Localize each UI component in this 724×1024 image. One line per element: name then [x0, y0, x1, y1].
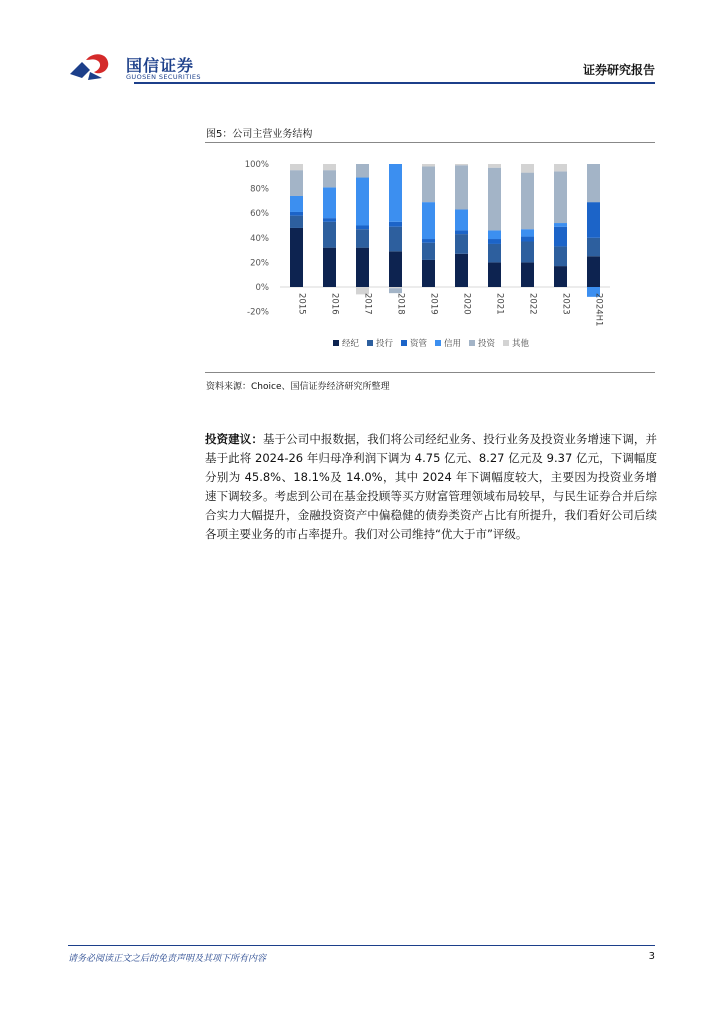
- legend-label-资管: 资管: [410, 339, 428, 349]
- bar-segment-经纪: [422, 260, 435, 287]
- y-tick-label: 60%: [250, 209, 269, 220]
- bar-segment-资管: [488, 239, 501, 244]
- bar-segment-信用: [356, 178, 369, 226]
- bar-segment-投行: [521, 241, 534, 262]
- footer-disclaimer: 请务必阅读正文之后的免责声明及其项下所有内容: [68, 954, 267, 964]
- x-tick-label: 2024H1: [593, 293, 604, 327]
- bar-segment-其他: [554, 164, 567, 171]
- x-tick-label: 2017: [362, 293, 373, 315]
- bar-segment-信用: [521, 229, 534, 236]
- page-header: [68, 50, 655, 84]
- header-divider: [134, 82, 655, 84]
- bar-segment-信用: [323, 187, 336, 218]
- chart-svg: [205, 146, 655, 368]
- bar-segment-投行: [488, 244, 501, 262]
- bar-segment-经纪: [521, 262, 534, 287]
- y-tick-label: 100%: [244, 160, 269, 170]
- y-tick-label: -20%: [247, 307, 269, 318]
- logo-text: 国信证券: [126, 56, 195, 75]
- bar-segment-投行: [587, 238, 600, 256]
- y-tick-label: 80%: [250, 184, 269, 195]
- bar-segment-投行: [554, 246, 567, 266]
- bar-segment-投行: [389, 227, 402, 252]
- investment-advice-text: 基于公司中报数据，我们将公司经纪业务、投行业务及投资业务增速下调，并基于此将 2024-26 年归母净利润下调为 4.75 亿元、8.27 亿元及 9.37 亿元，下调幅度分别为 45.8%、18.1%及 14.0%，其中 2024 年下调幅度较大，主要因为投资业务增速下调较多。考虑到公司在基金投顾等买方财富管理领域布局较早，与民生证券合并后综合实力大幅提升，金融投资资产中偏稳健的债券类资产占比有所提升，我们看好公司后续各项主要业务的市占率提升。我们对公司维持“优大于市”评级。: [205, 432, 658, 541]
- legend-label-其他: 其他: [512, 339, 530, 349]
- bar-segment-经纪: [323, 248, 336, 287]
- business-structure-chart: [205, 146, 655, 368]
- figure-source: 资料来源：Choice、国信证券经济研究所整理: [206, 382, 390, 392]
- bar-segment-经纪: [587, 256, 600, 287]
- bar-segment-投资: [587, 164, 600, 202]
- bar-segment-经纪: [389, 251, 402, 287]
- bar-segment-投资: [356, 164, 369, 178]
- legend-swatch-经纪: [333, 340, 339, 346]
- bar-segment-经纪: [455, 254, 468, 287]
- bar-segment-投资: [422, 166, 435, 202]
- legend-swatch-其他: [503, 340, 509, 346]
- bar-segment-投行: [356, 229, 369, 247]
- bar-segment-信用: [455, 210, 468, 231]
- x-tick-label: 2018: [395, 293, 406, 315]
- report-type-label: 证券研究报告: [582, 63, 655, 77]
- legend-label-投行: 投行: [376, 339, 394, 349]
- bar-segment-投行: [323, 222, 336, 248]
- bar-segment-资管: [521, 237, 534, 242]
- figure-bottom-rule: [205, 372, 655, 373]
- bar-segment-其他: [422, 164, 435, 166]
- bar-segment-经纪: [554, 266, 567, 287]
- x-tick-label: 2022: [527, 293, 538, 315]
- x-tick-label: 2020: [461, 293, 472, 315]
- bar-segment-其他: [323, 164, 336, 170]
- bar-negative-segment-其他: [389, 287, 402, 288]
- legend-swatch-投行: [367, 340, 373, 346]
- y-tick-label: 0%: [255, 283, 269, 293]
- bar-segment-信用: [389, 164, 402, 222]
- bar-segment-资管: [290, 212, 303, 216]
- bar-segment-投资: [290, 170, 303, 196]
- bar-segment-经纪: [356, 248, 369, 287]
- x-tick-label: 2015: [296, 293, 307, 315]
- bar-segment-资管: [422, 239, 435, 243]
- y-tick-label: 40%: [250, 233, 269, 244]
- legend-swatch-信用: [435, 340, 441, 346]
- bar-segment-资管: [587, 202, 600, 238]
- bar-segment-投资: [488, 168, 501, 231]
- page-number: 3: [648, 951, 655, 962]
- bar-segment-资管: [356, 226, 369, 230]
- bar-segment-其他: [455, 164, 468, 165]
- bar-segment-经纪: [488, 262, 501, 287]
- bar-segment-其他: [521, 164, 534, 173]
- bar-segment-资管: [455, 230, 468, 234]
- bar-segment-投资: [323, 170, 336, 187]
- bar-segment-经纪: [290, 228, 303, 287]
- bar-segment-投资: [455, 165, 468, 209]
- bar-segment-资管: [323, 218, 336, 222]
- legend-label-信用: 信用: [444, 339, 462, 349]
- bar-segment-资管: [389, 222, 402, 227]
- bar-segment-投行: [290, 216, 303, 228]
- bar-segment-投行: [455, 234, 468, 254]
- bar-segment-信用: [422, 202, 435, 239]
- bar-segment-信用: [290, 196, 303, 212]
- legend-label-经纪: 经纪: [342, 339, 360, 349]
- x-tick-label: 2021: [494, 293, 505, 315]
- legend-swatch-资管: [401, 340, 407, 346]
- figure-title: 图5：公司主营业务结构: [206, 129, 313, 140]
- footer-divider: [68, 945, 655, 946]
- legend-swatch-投资: [469, 340, 475, 346]
- investment-advice-paragraph: [205, 430, 657, 544]
- bar-segment-资管: [554, 227, 567, 247]
- bar-segment-其他: [488, 164, 501, 168]
- bar-segment-投资: [554, 171, 567, 223]
- bar-segment-其他: [290, 164, 303, 170]
- y-tick-label: 20%: [250, 258, 269, 269]
- logo-english-text: GUOSEN SECURITIES: [126, 73, 201, 81]
- figure-top-rule: [205, 142, 655, 143]
- bar-segment-投资: [521, 173, 534, 230]
- bar-segment-投行: [422, 243, 435, 260]
- x-tick-label: 2019: [428, 293, 439, 315]
- legend-label-投资: 投资: [478, 339, 496, 349]
- guosen-logo-icon: [68, 52, 124, 82]
- x-tick-label: 2023: [560, 293, 571, 315]
- bar-segment-信用: [488, 230, 501, 239]
- x-tick-label: 2016: [329, 293, 340, 315]
- bar-segment-信用: [554, 223, 567, 227]
- investment-advice-label: 投资建议：: [205, 432, 263, 446]
